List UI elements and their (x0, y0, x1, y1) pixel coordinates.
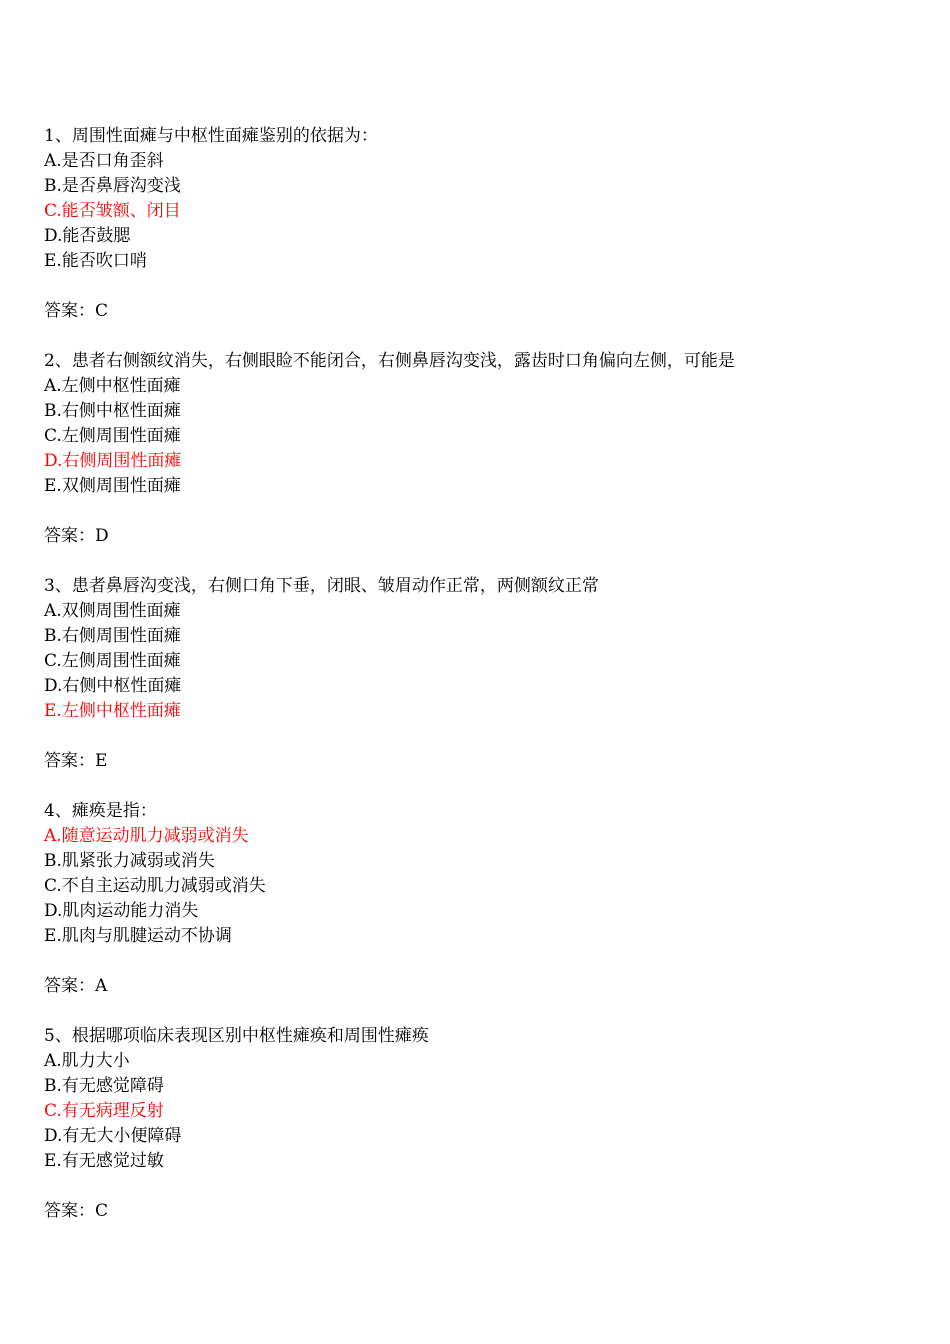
answer-line: 答案：A (44, 976, 108, 996)
answer-line: 答案：C (44, 301, 109, 321)
option-d: D.有无大小便障碍 (44, 1126, 182, 1146)
option-e: E.双侧周围性面瘫 (44, 476, 181, 496)
answer-line: 答案：C (44, 1201, 109, 1221)
option-d: D.右侧中枢性面瘫 (44, 676, 182, 696)
option-c-correct: C.能否皱额、闭目 (44, 201, 181, 221)
option-d-correct: D.右侧周围性面瘫 (44, 451, 182, 471)
answer-line: 答案：E (44, 751, 108, 771)
spacer (44, 774, 924, 799)
spacer (44, 1174, 924, 1199)
option-b: B.有无感觉障碍 (44, 1076, 164, 1096)
question-5 (44, 1024, 924, 1224)
option-b: B.是否鼻唇沟变浅 (44, 176, 181, 196)
spacer (44, 549, 924, 574)
option-c: C.左侧周围性面瘫 (44, 651, 181, 671)
option-c-correct: C.有无病理反射 (44, 1101, 164, 1121)
spacer (44, 274, 924, 299)
option-e-correct: E.左侧中枢性面瘫 (44, 701, 181, 721)
option-e: E.肌肉与肌腱运动不协调 (44, 926, 232, 946)
question-stem: 2、患者右侧额纹消失，右侧眼睑不能闭合，右侧鼻唇沟变浅，露齿时口角偏向左侧，可能是 (44, 351, 735, 371)
option-c: C.左侧周围性面瘫 (44, 426, 181, 446)
answer-line: 答案：D (44, 526, 109, 546)
spacer (44, 324, 924, 349)
question-1 (44, 124, 924, 349)
option-b: B.肌紧张力减弱或消失 (44, 851, 215, 871)
option-e: E.有无感觉过敏 (44, 1151, 164, 1171)
question-4 (44, 799, 924, 1024)
option-a: A.双侧周围性面瘫 (44, 601, 181, 621)
question-3 (44, 574, 924, 799)
question-stem: 5、根据哪项临床表现区别中枢性瘫痪和周围性瘫痪 (44, 1026, 429, 1046)
option-a: A.肌力大小 (44, 1051, 130, 1071)
question-2 (44, 349, 924, 574)
option-a: A.左侧中枢性面瘫 (44, 376, 181, 396)
document-page (44, 124, 924, 1224)
option-b: B.右侧中枢性面瘫 (44, 401, 181, 421)
option-e: E.能否吹口哨 (44, 251, 147, 271)
question-stem: 4、瘫痪是指： (44, 801, 157, 821)
question-stem: 1、周围性面瘫与中枢性面瘫鉴别的依据为： (44, 126, 378, 146)
spacer (44, 999, 924, 1024)
question-stem: 3、患者鼻唇沟变浅，右侧口角下垂，闭眼、皱眉动作正常，两侧额纹正常 (44, 576, 599, 596)
option-d: D.能否鼓腮 (44, 226, 131, 246)
option-c: C.不自主运动肌力减弱或消失 (44, 876, 266, 896)
spacer (44, 499, 924, 524)
spacer (44, 724, 924, 749)
option-a-correct: A.随意运动肌力减弱或消失 (44, 826, 249, 846)
option-b: B.右侧周围性面瘫 (44, 626, 181, 646)
spacer (44, 949, 924, 974)
option-d: D.肌肉运动能力消失 (44, 901, 199, 921)
option-a: A.是否口角歪斜 (44, 151, 164, 171)
